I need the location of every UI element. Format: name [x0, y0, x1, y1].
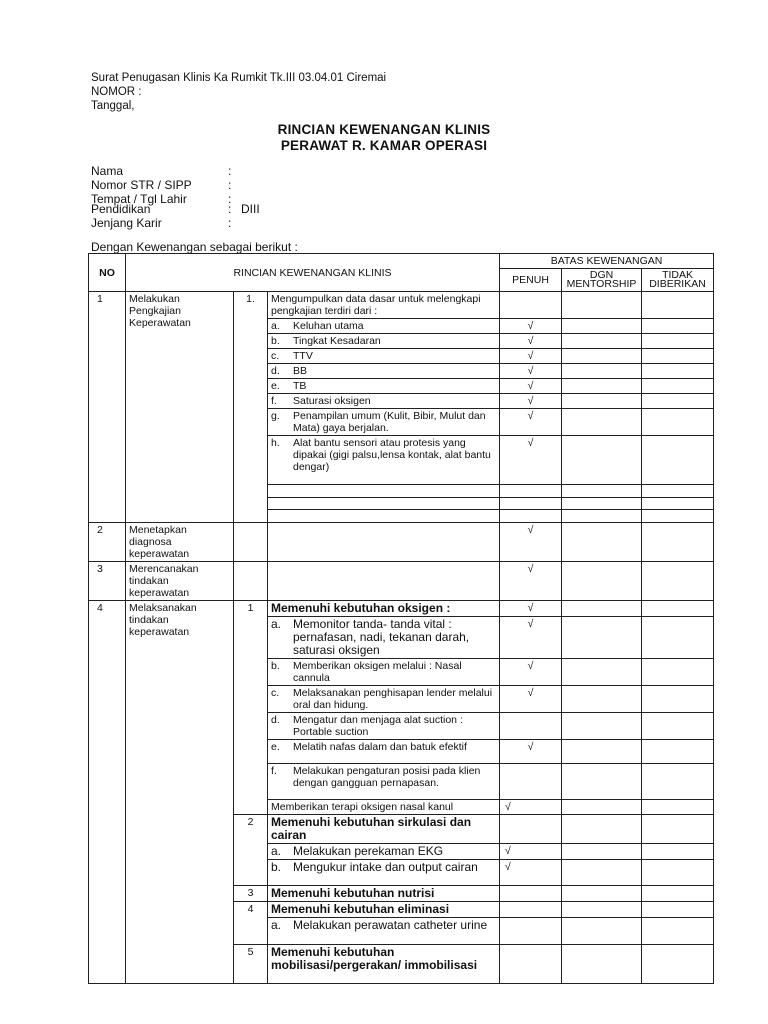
competency-table — [88, 253, 714, 984]
check-penuh: √ — [500, 379, 562, 394]
item-label: TB — [293, 380, 307, 392]
field-colon: : — [228, 178, 232, 192]
header-batas: BATAS KEWENANGAN — [500, 254, 714, 269]
letter-number-label: NOMOR : — [91, 86, 142, 98]
item-text — [268, 436, 500, 485]
header-tidak-line2: DIBERIKAN — [649, 278, 706, 290]
check-penuh: √ — [500, 319, 562, 334]
section-area: Merencanakan tindakan keperawatan — [126, 562, 234, 601]
check-mentorship — [562, 379, 642, 394]
item-text — [268, 334, 500, 349]
check-tidak — [642, 860, 714, 886]
check-tidak — [642, 498, 714, 510]
item-text — [268, 498, 500, 510]
group-number: 2 — [234, 815, 268, 886]
group-title: Memenuhi kebutuhan nutrisi — [268, 886, 500, 902]
item-text: Memberikan terapi oksigen nasal kanul — [268, 800, 500, 815]
header-mentorship — [562, 269, 642, 292]
check-penuh: √ — [500, 686, 562, 713]
check-tidak — [642, 886, 714, 902]
item-letter: b. — [271, 660, 280, 672]
item-text — [268, 740, 500, 764]
check-penuh — [500, 918, 562, 945]
header-tidak — [642, 269, 714, 292]
check-mentorship — [562, 686, 642, 713]
field-colon: : — [228, 216, 232, 230]
check-mentorship — [562, 945, 642, 984]
header-tidak-line1: TIDAK — [662, 269, 693, 281]
check-mentorship — [562, 918, 642, 945]
header-penuh: PENUH — [500, 269, 562, 292]
check-tidak — [642, 485, 714, 498]
check-tidak — [642, 617, 714, 659]
intro-text: Dengan Kewenangan sebagai berikut : — [91, 240, 298, 254]
check-penuh: √ — [500, 800, 562, 815]
item-text — [268, 562, 500, 601]
field-colon: : — [228, 192, 232, 206]
table-row — [89, 292, 714, 319]
item-letter: e. — [271, 741, 280, 753]
header-no: NO — [89, 254, 126, 292]
check-tidak — [642, 918, 714, 945]
item-label: Penampilan umum (Kulit, Bibir, Mulut dan Mata) gaya berjalan. — [293, 410, 486, 434]
table-row — [89, 523, 714, 562]
check-mentorship — [562, 764, 642, 800]
item-letter: g. — [271, 410, 280, 422]
item-text — [268, 319, 500, 334]
item-label: Saturasi oksigen — [293, 395, 371, 407]
check-penuh: √ — [500, 394, 562, 409]
item-letter: b. — [271, 860, 282, 874]
field-colon: : — [228, 164, 232, 178]
item-label: TTV — [293, 350, 313, 362]
section-number: 1 — [89, 292, 126, 523]
check-mentorship — [562, 364, 642, 379]
item-label: Memonitor tanda- tanda vital : pernafasan, nadi, tekanan darah, saturasi oksigen — [293, 617, 470, 657]
item-letter: d. — [271, 714, 280, 726]
check-tidak — [642, 844, 714, 860]
check-penuh: √ — [500, 349, 562, 364]
check-tidak — [642, 686, 714, 713]
check-tidak — [642, 945, 714, 984]
item-label: Melakukan perekaman EKG — [293, 844, 444, 858]
item-number — [234, 523, 268, 562]
check-mentorship — [562, 617, 642, 659]
check-mentorship — [562, 292, 642, 319]
item-letter: b. — [271, 335, 280, 347]
check-tidak — [642, 364, 714, 379]
item-label: Memberikan oksigen melalui : Nasal cannula — [293, 660, 462, 684]
item-text — [268, 686, 500, 713]
section-area: Melakukan Pengkajian Keperawatan — [126, 292, 234, 523]
section-number: 4 — [89, 601, 126, 984]
check-mentorship — [562, 319, 642, 334]
check-tidak — [642, 394, 714, 409]
check-penuh: √ — [500, 409, 562, 436]
field-colon: : — [228, 202, 232, 216]
group-title: Memenuhi kebutuhan eliminasi — [268, 902, 500, 918]
item-letter: a. — [271, 918, 282, 932]
check-tidak — [642, 349, 714, 364]
check-penuh: √ — [500, 844, 562, 860]
table-row — [89, 562, 714, 601]
item-text — [268, 510, 500, 523]
check-mentorship — [562, 860, 642, 886]
check-mentorship — [562, 409, 642, 436]
check-tidak — [642, 334, 714, 349]
item-text — [268, 659, 500, 686]
item-label: Melatih nafas dalam dan batuk efektif — [293, 741, 467, 753]
item-label: Alat bantu sensori atau protesis yang dipakai (gigi palsu,lensa kontak, alat bantu dengar) — [293, 437, 491, 473]
item-label: Melaksanakan penghisapan lender melalui oral dan hidung. — [293, 687, 493, 711]
item-letter: a. — [271, 320, 280, 332]
check-penuh — [500, 886, 562, 902]
item-text — [268, 364, 500, 379]
section-area: Melaksanakan tindakan keperawatan — [126, 601, 234, 984]
check-mentorship — [562, 800, 642, 815]
check-mentorship — [562, 713, 642, 740]
check-mentorship — [562, 740, 642, 764]
check-tidak — [642, 713, 714, 740]
item-text — [268, 617, 500, 659]
header-mentorship-line1: DGN — [589, 269, 614, 281]
check-penuh: √ — [500, 740, 562, 764]
item-letter: a. — [271, 617, 282, 631]
check-penuh — [500, 292, 562, 319]
item-letter: c. — [271, 350, 280, 362]
check-penuh: √ — [500, 364, 562, 379]
check-penuh — [500, 902, 562, 918]
check-penuh — [500, 945, 562, 984]
item-text: Mengumpulkan data dasar untuk melengkapi pengkajian terdiri dari : — [268, 292, 500, 319]
item-number — [234, 562, 268, 601]
letter-date-label: Tanggal, — [91, 100, 135, 112]
group-number: 1 — [234, 601, 268, 815]
item-letter: e. — [271, 380, 280, 392]
check-mentorship — [562, 334, 642, 349]
check-tidak — [642, 902, 714, 918]
check-mentorship — [562, 902, 642, 918]
check-tidak — [642, 815, 714, 844]
check-tidak — [642, 436, 714, 485]
item-label: BB — [293, 365, 308, 377]
check-penuh: √ — [500, 659, 562, 686]
item-text — [268, 485, 500, 498]
item-text — [268, 844, 500, 860]
check-mentorship — [562, 562, 642, 601]
item-letter: f. — [271, 765, 277, 777]
check-mentorship — [562, 886, 642, 902]
check-mentorship — [562, 485, 642, 498]
item-letter: f. — [271, 395, 277, 407]
field-value-pendidikan: DIII — [241, 202, 260, 216]
check-tidak — [642, 659, 714, 686]
table-header-row — [89, 254, 714, 269]
item-label: Keluhan utama — [293, 320, 364, 332]
header-rincian: RINCIAN KEWENANGAN KLINIS — [126, 254, 500, 292]
check-penuh — [500, 815, 562, 844]
check-tidak — [642, 800, 714, 815]
document-subtitle: PERAWAT R. KAMAR OPERASI — [280, 138, 488, 153]
check-penuh: √ — [500, 562, 562, 601]
check-tidak — [642, 601, 714, 617]
check-penuh — [500, 498, 562, 510]
item-letter: d. — [271, 365, 280, 377]
item-label: Melakukan perawatan catheter urine — [293, 918, 488, 932]
check-penuh: √ — [500, 617, 562, 659]
check-tidak — [642, 510, 714, 523]
check-tidak — [642, 523, 714, 562]
check-penuh: √ — [500, 523, 562, 562]
field-label-jenjang: Jenjang Karir — [91, 216, 162, 230]
group-number: 3 — [234, 886, 268, 902]
check-mentorship — [562, 394, 642, 409]
check-tidak — [642, 740, 714, 764]
item-label: Tingkat Kesadaran — [293, 335, 381, 347]
field-label-pendidikan: Pendidikan — [91, 202, 151, 216]
check-mentorship — [562, 815, 642, 844]
check-mentorship — [562, 601, 642, 617]
item-label: Mengatur dan menjaga alat suction : Portable suction — [293, 714, 463, 738]
check-mentorship — [562, 659, 642, 686]
check-penuh: √ — [500, 860, 562, 886]
check-penuh — [500, 713, 562, 740]
table-row — [89, 601, 714, 617]
group-title: Memenuhi kebutuhan oksigen : — [268, 601, 500, 617]
item-letter: a. — [271, 844, 282, 858]
group-title: Memenuhi kebutuhan sirkulasi dan cairan — [268, 815, 500, 844]
item-letter: c. — [271, 687, 280, 699]
item-text — [268, 764, 500, 800]
check-mentorship — [562, 844, 642, 860]
check-tidak — [642, 562, 714, 601]
item-text — [268, 379, 500, 394]
item-text — [268, 349, 500, 364]
section-number: 3 — [89, 562, 126, 601]
check-tidak — [642, 292, 714, 319]
check-penuh: √ — [500, 436, 562, 485]
item-text — [268, 860, 500, 886]
group-title: Memenuhi kebutuhan mobilisasi/pergerakan/ immobilisasi — [268, 945, 500, 984]
field-label-ttl: Tempat / Tgl Lahir — [91, 192, 187, 206]
item-text — [268, 394, 500, 409]
item-text — [268, 523, 500, 562]
check-tidak — [642, 319, 714, 334]
check-tidak — [642, 764, 714, 800]
item-text — [268, 409, 500, 436]
item-number: 1. — [234, 292, 268, 523]
check-penuh — [500, 764, 562, 800]
group-number: 4 — [234, 902, 268, 945]
check-tidak — [642, 409, 714, 436]
item-text — [268, 918, 500, 945]
section-area: Menetapkan diagnosa keperawatan — [126, 523, 234, 562]
check-mentorship — [562, 510, 642, 523]
group-number: 5 — [234, 945, 268, 984]
check-penuh — [500, 485, 562, 498]
header-mentorship-line2: MENTORSHIP — [566, 278, 637, 290]
check-mentorship — [562, 436, 642, 485]
item-label: Melakukan pengaturan posisi pada klien dengan gangguan pernapasan. — [293, 765, 481, 789]
check-tidak — [642, 379, 714, 394]
document-title: RINCIAN KEWENANGAN KLINIS — [277, 122, 491, 137]
check-mentorship — [562, 349, 642, 364]
item-label: Mengukur intake dan output cairan — [293, 860, 478, 874]
check-penuh: √ — [500, 601, 562, 617]
field-label-str: Nomor STR / SIPP — [91, 178, 192, 192]
check-mentorship — [562, 523, 642, 562]
check-penuh: √ — [500, 334, 562, 349]
item-letter: h. — [271, 437, 280, 449]
item-text — [268, 713, 500, 740]
letter-reference: Surat Penugasan Klinis Ka Rumkit Tk.III 03.04.01 Ciremai — [91, 72, 387, 84]
field-label-nama: Nama — [91, 164, 124, 178]
check-penuh — [500, 510, 562, 523]
check-mentorship — [562, 498, 642, 510]
section-number: 2 — [89, 523, 126, 562]
